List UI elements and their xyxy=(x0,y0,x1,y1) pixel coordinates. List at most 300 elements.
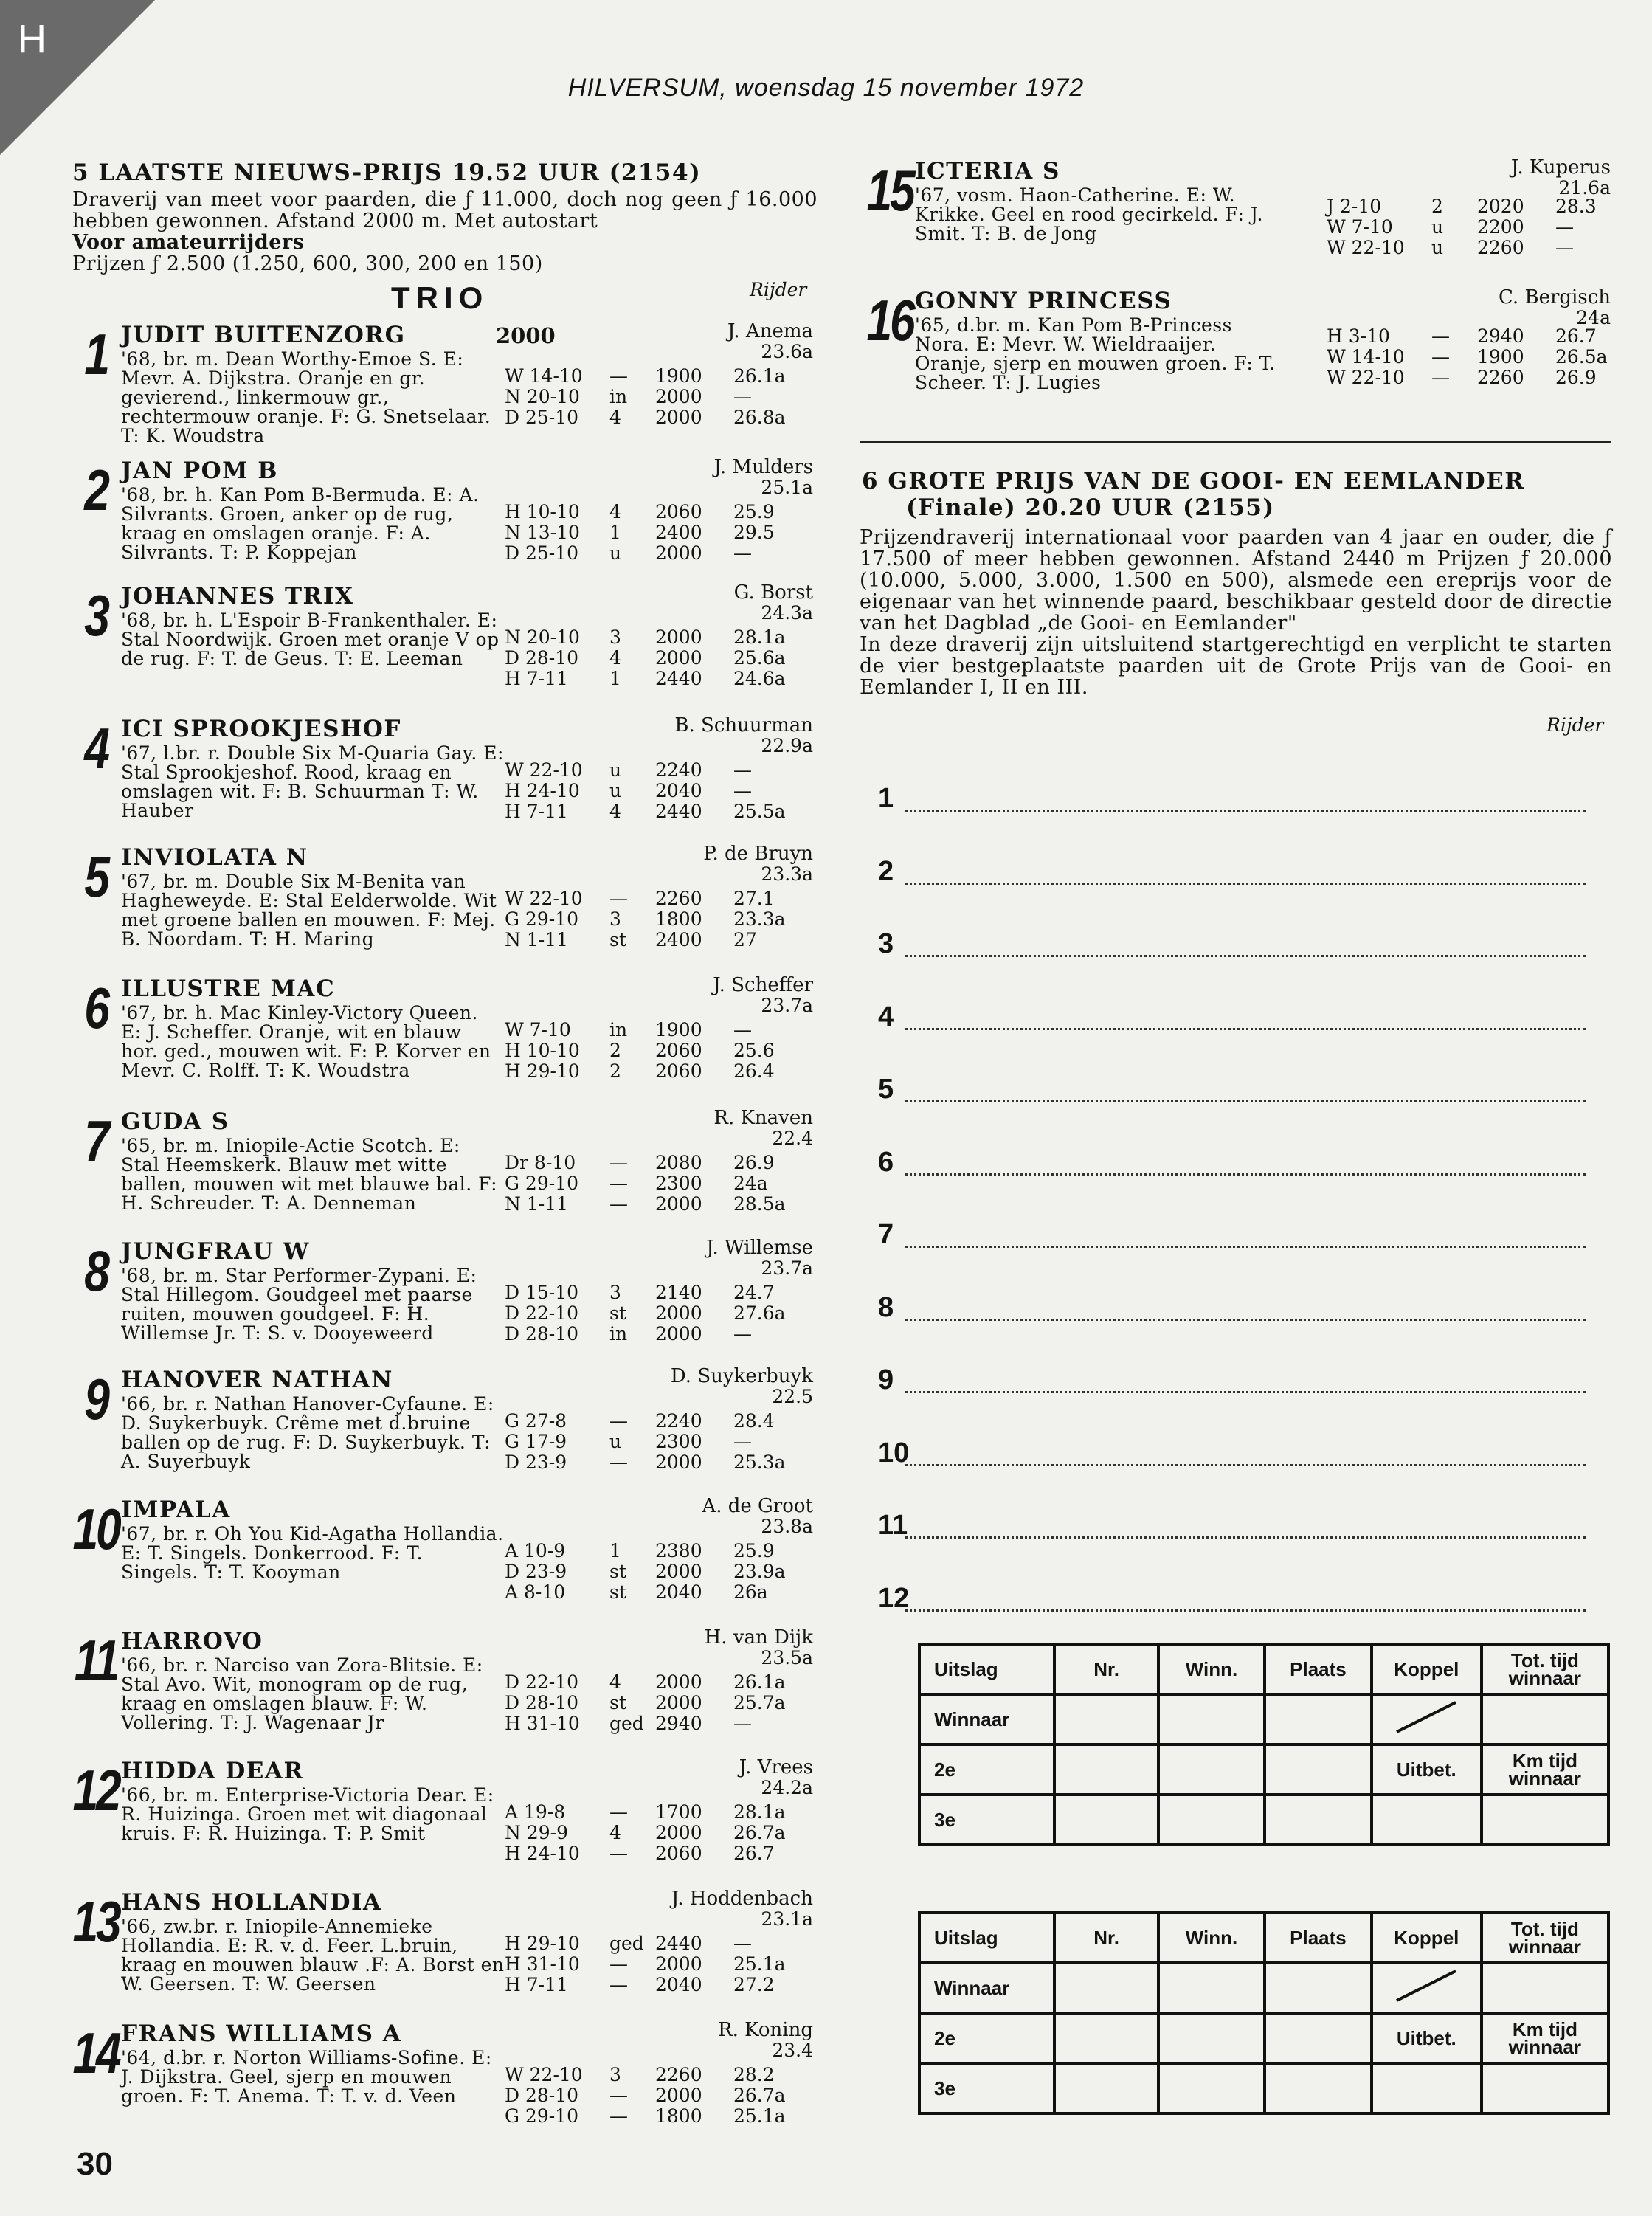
jockey-name: R. Koning xyxy=(718,2019,813,2041)
result-cell: W 22-10 xyxy=(1327,367,1405,388)
result-cell: 2020 xyxy=(1477,196,1524,217)
entry-number: 6 xyxy=(84,976,108,1040)
result-cell: — xyxy=(609,1974,628,1995)
result-cell: — xyxy=(609,1173,628,1194)
result-cell: 2040 xyxy=(655,780,702,801)
race6-title-line2: (Finale) 20.20 UUR (2155) xyxy=(906,494,1275,521)
dotted-line xyxy=(905,1319,1586,1321)
rating: 23.8a xyxy=(761,1516,813,1537)
result-cell: D 22-10 xyxy=(505,1671,579,1693)
result-cell: 2000 xyxy=(655,407,702,428)
result-cell: ged xyxy=(609,1713,644,1734)
result-cell: 2000 xyxy=(655,1302,702,1324)
finish-number: 3 xyxy=(878,928,894,959)
result-cell: 2000 xyxy=(655,1452,702,1473)
table-header-cell: Tot. tijd winnaar xyxy=(1482,1913,1608,1963)
result-cell: — xyxy=(733,386,752,407)
finish-row xyxy=(878,1355,1586,1399)
horse-description: '65, br. m. Iniopile-Actie Scotch. E: Stal Heemskerk. Blauw met witte ballen, mouwen wit met blauwe bal. F: H. Schreuder. T: A. Denneman xyxy=(121,1135,497,1214)
result-line xyxy=(505,1411,815,1432)
recent-results xyxy=(505,760,815,822)
result-cell: — xyxy=(1431,346,1450,367)
table-row xyxy=(919,1694,1608,1744)
horse-name: JUNGFRAU W xyxy=(121,1238,310,1265)
result-cell: st xyxy=(609,1581,626,1603)
result-cell: 2000 xyxy=(655,1822,702,1843)
result-line xyxy=(505,1713,815,1734)
empty-cell xyxy=(1054,1795,1158,1845)
empty-cell xyxy=(1265,1694,1372,1744)
rijder-label-race6: Rijder xyxy=(1546,714,1604,736)
result-cell: 2300 xyxy=(655,1431,702,1452)
table-row xyxy=(919,1795,1608,1845)
result-line xyxy=(505,1561,815,1582)
jockey-name: J. Vrees xyxy=(739,1756,813,1778)
result-cell: — xyxy=(733,542,752,564)
finish-number: 10 xyxy=(878,1437,910,1468)
horse-entry xyxy=(61,322,813,447)
result-cell: 2400 xyxy=(655,522,702,543)
result-cell: 4 xyxy=(609,647,621,669)
result-line xyxy=(505,387,815,407)
race6-desc-text: Prijzendraverij internationaal voor paarden van 4 jaar en ouder, die ƒ 17.500 of meer hebben gewonnen. Afstand 2440 m Prijzen ƒ 20.000 (10.000, 5.000, 3.000, 1.500 en 500), alsmede een ereprijs voor de eigenaar van het winnende paard, beschikbaar gesteld door de directie van het Dagblad „de Gooi- en Eemlander" xyxy=(860,526,1612,635)
result-cell: A 8-10 xyxy=(505,1581,566,1603)
result-cell: 2000 xyxy=(655,627,702,648)
result-cell: — xyxy=(1431,325,1450,347)
result-cell: 4 xyxy=(609,801,621,822)
horse-description: '67, l.br. r. Double Six M-Quaria Gay. E: Stal Sprookjeshof. Rood, kraag en omslagen wit. F: B. Schuurman T: W. Hauber xyxy=(121,742,504,821)
dotted-line xyxy=(905,1246,1586,1248)
finish-number: 1 xyxy=(878,783,894,814)
dotted-line xyxy=(905,810,1586,812)
finish-number: 9 xyxy=(878,1364,894,1395)
horse-description: '64, d.br. r. Norton Williams-Sofine. E: J. Dijkstra. Geel, sjerp en mouwen groen. F: T. Anema. T: T. v. d. Veen xyxy=(121,2047,492,2107)
finish-row xyxy=(878,1137,1586,1181)
horse-name: HANOVER NATHAN xyxy=(121,1367,393,1393)
result-line xyxy=(505,2065,815,2085)
result-cell: ged xyxy=(609,1933,644,1954)
table-header-row xyxy=(919,1913,1608,1963)
result-cell: 2 xyxy=(609,1040,621,1061)
empty-cell xyxy=(1158,1795,1265,1845)
result-line xyxy=(505,543,815,564)
result-cell: D 15-10 xyxy=(505,1282,579,1303)
finish-number: 6 xyxy=(878,1146,894,1178)
result-cell: D 25-10 xyxy=(505,542,579,564)
result-cell: 1 xyxy=(609,668,621,689)
result-line xyxy=(1327,347,1637,367)
result-cell: — xyxy=(609,1452,628,1473)
result-cell: in xyxy=(609,1323,628,1345)
result-cell: 2000 xyxy=(655,542,702,564)
finish-number: 5 xyxy=(878,1074,894,1105)
result-cell: 2060 xyxy=(655,1060,702,1082)
result-cell: 2000 xyxy=(655,386,702,407)
jockey-name: P. de Bruyn xyxy=(703,843,813,865)
result-cell: G 29-10 xyxy=(505,908,578,930)
entry-number: 7 xyxy=(84,1108,108,1173)
result-cell: — xyxy=(609,365,628,387)
jockey-name: D. Suykerbuyk xyxy=(670,1365,813,1387)
dotted-line xyxy=(905,883,1586,885)
result-cell: H 24-10 xyxy=(505,780,580,801)
result-line xyxy=(505,1582,815,1603)
finish-row xyxy=(878,1209,1586,1254)
result-cell: in xyxy=(609,386,628,407)
result-cell: st xyxy=(609,929,626,950)
empty-cell xyxy=(1372,1795,1482,1845)
result-line xyxy=(505,1823,815,1843)
result-cell: D 22-10 xyxy=(505,1302,579,1324)
result-cell: W 7-10 xyxy=(1327,216,1393,238)
result-line xyxy=(505,1173,815,1194)
jockey-name: A. de Groot xyxy=(702,1495,813,1517)
empty-cell xyxy=(1158,2063,1265,2113)
result-cell: — xyxy=(733,1431,752,1452)
result-cell: — xyxy=(733,1713,752,1734)
result-cell: H 7-11 xyxy=(505,668,568,689)
rating: 22.5 xyxy=(772,1386,813,1407)
result-line xyxy=(505,1975,815,1995)
race5-desc-text: Draverij van meet voor paarden, die ƒ 11.000, doch nog geen ƒ 16.000 hebben gewonnen. Afstand 2000 m. Met autostart xyxy=(72,188,818,232)
rating: 23.5a xyxy=(761,1647,813,1668)
result-cell: N 1-11 xyxy=(505,929,568,950)
result-line xyxy=(505,888,815,909)
horse-description: '65, d.br. m. Kan Pom B-Princess Nora. E: Mevr. W. Wieldraaijer. Oranje, sjerp en mouwen groen. F: T. Scheer. T: J. Lugies xyxy=(915,314,1276,393)
empty-cell xyxy=(1265,1744,1372,1795)
koppel-slash-cell xyxy=(1372,1963,1482,2013)
result-cell: W 22-10 xyxy=(1327,237,1405,258)
result-line xyxy=(505,1802,815,1823)
result-line xyxy=(505,781,815,801)
rating: 23.4 xyxy=(772,2040,813,2061)
result-cell: st xyxy=(609,1692,626,1713)
finish-row xyxy=(878,1573,1586,1618)
result-cell: 27.6a xyxy=(733,1302,786,1324)
result-cell: 2300 xyxy=(655,1173,702,1194)
result-cell: 26.7a xyxy=(733,2085,786,2106)
slash-mark xyxy=(1389,1965,1463,2006)
result-cell: 27.1 xyxy=(733,888,775,909)
horse-description: '68, br. m. Star Performer-Zypani. E: Stal Hillegom. Goudgeel met paarse ruiten, mouwen goudgeel. F: H. Willemse Jr. T: S. v. Dooyeweerd xyxy=(121,1265,477,1344)
horse-name: FRANS WILLIAMS A xyxy=(121,2020,402,2047)
horse-description: '67, vosm. Haon-Catherine. E: W. Krikke. Geel en rood gecirkeld. F: J. Smit. T: B. de Jong xyxy=(915,184,1263,244)
horse-entry xyxy=(61,1367,813,1492)
result-cell: W 22-10 xyxy=(505,2064,583,2085)
result-cell: 1900 xyxy=(655,1019,702,1040)
result-cell: 2140 xyxy=(655,1282,702,1303)
finish-number: 12 xyxy=(878,1582,910,1614)
dotted-line xyxy=(905,1173,1586,1176)
result-cell: 26.9 xyxy=(733,1152,775,1173)
result-cell: 24a xyxy=(733,1173,768,1194)
result-cell: N 20-10 xyxy=(505,386,580,407)
recent-results xyxy=(505,888,815,950)
result-cell: 4 xyxy=(609,407,621,428)
rating: 22.9a xyxy=(761,735,813,756)
result-cell: — xyxy=(609,2105,628,2127)
result-cell: D 28-10 xyxy=(505,2085,579,2106)
result-line xyxy=(505,1153,815,1173)
dotted-line xyxy=(905,1100,1586,1102)
result-cell: — xyxy=(1431,367,1450,388)
row-label: Winnaar xyxy=(919,1963,1054,2013)
result-cell: 2000 xyxy=(655,2085,702,2106)
result-cell: 3 xyxy=(609,2064,621,2085)
result-cell: — xyxy=(1555,237,1574,258)
result-line xyxy=(505,1324,815,1345)
result-cell: G 29-10 xyxy=(505,1173,578,1194)
finish-row xyxy=(878,1283,1586,1327)
result-cell: 2260 xyxy=(1477,237,1524,258)
result-line xyxy=(505,1432,815,1452)
corner-letter: H xyxy=(18,17,46,61)
result-cell: in xyxy=(609,1019,628,1040)
recent-results xyxy=(505,1283,815,1345)
result-cell: 25.1a xyxy=(733,2105,786,2127)
horse-name: GONNY PRINCESS xyxy=(915,288,1172,314)
result-line xyxy=(505,2085,815,2106)
finish-row xyxy=(878,1428,1586,1472)
jockey-name: R. Knaven xyxy=(713,1107,813,1129)
section-divider xyxy=(860,441,1611,443)
row-label: Winnaar xyxy=(919,1694,1054,1744)
result-cell: — xyxy=(609,1410,628,1432)
result-cell: 26.9 xyxy=(1555,367,1597,388)
result-line xyxy=(505,801,815,822)
table-header-cell: Winn. xyxy=(1158,1644,1265,1694)
recent-results xyxy=(505,1153,815,1215)
horse-description: '66, br. m. Enterprise-Victoria Dear. E: R. Huizinga. Groen met wit diagonaal kruis. F: R. Huizinga. T: P. Smit xyxy=(121,1784,494,1844)
result-cell: 26.7 xyxy=(733,1843,775,1864)
horse-name: HARROVO xyxy=(121,1628,263,1654)
result-cell: 2060 xyxy=(655,1843,702,1864)
horse-name: ILLUSTRE MAC xyxy=(121,976,336,1002)
result-line xyxy=(1327,217,1637,238)
horse-entry xyxy=(854,158,1611,283)
result-cell: W 14-10 xyxy=(1327,346,1405,367)
dotted-line xyxy=(905,955,1586,957)
result-cell: 1800 xyxy=(655,2105,702,2127)
result-cell: 25.7a xyxy=(733,1692,786,1713)
rating: 23.6a xyxy=(761,341,813,362)
result-line xyxy=(1327,367,1637,388)
result-cell: G 17-9 xyxy=(505,1431,567,1452)
horse-description: '67, br. m. Double Six M-Benita van Hagheweyde. E: Stal Eelderwolde. Wit met groene ballen en mouwen. F: Mej. B. Noordam. T: H. Maring xyxy=(121,871,497,950)
finish-row xyxy=(878,919,1586,963)
result-cell: 23.3a xyxy=(733,908,786,930)
entry-number: 9 xyxy=(84,1367,108,1432)
result-cell: — xyxy=(733,1323,752,1345)
horse-entry xyxy=(61,1628,813,1753)
finish-row xyxy=(878,773,1586,818)
table-header-cell: Uitslag xyxy=(919,1644,1054,1694)
result-cell: 2260 xyxy=(1477,367,1524,388)
result-cell: 26.1a xyxy=(733,1671,786,1693)
result-cell: 2080 xyxy=(655,1152,702,1173)
race5-desc-bold: Voor amateurrijders xyxy=(72,231,305,254)
finish-row xyxy=(878,1500,1586,1544)
horse-name: HANS HOLLANDIA xyxy=(121,1889,382,1916)
table-header-cell: Winn. xyxy=(1158,1913,1265,1963)
empty-cell xyxy=(1054,1694,1158,1744)
result-cell: 1900 xyxy=(1477,346,1524,367)
result-cell: W 7-10 xyxy=(505,1019,571,1040)
result-cell: 1700 xyxy=(655,1801,702,1823)
recent-results xyxy=(505,1802,815,1864)
horse-name: ICTERIA S xyxy=(915,158,1060,184)
empty-cell xyxy=(1054,1744,1158,1795)
empty-cell xyxy=(1054,1963,1158,2013)
result-line xyxy=(505,366,815,387)
result-cell: 2380 xyxy=(655,1540,702,1561)
result-cell: 1900 xyxy=(655,365,702,387)
rijder-label-race5: Rijder xyxy=(750,279,807,300)
result-line xyxy=(505,627,815,648)
result-line xyxy=(505,522,815,543)
entry-number: 3 xyxy=(84,583,108,648)
result-cell: 2000 xyxy=(655,1323,702,1345)
result-cell: 28.1a xyxy=(733,1801,786,1823)
trio-label: TRIO xyxy=(391,280,489,315)
empty-cell xyxy=(1054,2063,1158,2113)
uitbet-label: Uitbet. xyxy=(1372,1744,1482,1795)
result-cell: W 22-10 xyxy=(505,888,583,909)
recent-results xyxy=(1327,326,1637,388)
result-cell: — xyxy=(733,1933,752,1954)
horse-entry xyxy=(854,288,1611,413)
horse-name: INVIOLATA N xyxy=(121,844,308,871)
row-label: 3e xyxy=(919,2063,1054,2113)
table-header-cell: Nr. xyxy=(1054,1644,1158,1694)
result-cell: 25.1a xyxy=(733,1953,786,1975)
result-cell: N 1-11 xyxy=(505,1193,568,1215)
result-cell: 2440 xyxy=(655,801,702,822)
result-cell: 1 xyxy=(609,522,621,543)
result-cell: 28.2 xyxy=(733,2064,775,2085)
result-cell: 24.7 xyxy=(733,1282,775,1303)
dotted-line xyxy=(905,1391,1586,1393)
rating: 23.1a xyxy=(761,1908,813,1930)
jockey-name: J. Hoddenbach xyxy=(671,1888,813,1910)
result-cell: 3 xyxy=(609,908,621,930)
entry-number: 13 xyxy=(72,1889,120,1954)
result-cell: N 29-9 xyxy=(505,1822,568,1843)
result-line xyxy=(505,502,815,522)
horse-entry xyxy=(61,716,813,841)
result-cell: D 28-10 xyxy=(505,1323,579,1345)
result-line xyxy=(505,1954,815,1975)
table-row xyxy=(919,1963,1608,2013)
result-cell: G 29-10 xyxy=(505,2105,578,2127)
table-header-cell: Koppel xyxy=(1372,1913,1482,1963)
result-cell: 26.7a xyxy=(733,1822,786,1843)
empty-cell xyxy=(1482,1795,1608,1845)
result-cell: — xyxy=(1555,216,1574,238)
result-line xyxy=(505,1843,815,1864)
result-cell: — xyxy=(609,2085,628,2106)
row-label: 3e xyxy=(919,1795,1054,1845)
result-cell: W 22-10 xyxy=(505,759,583,781)
result-cell: D 25-10 xyxy=(505,407,579,428)
result-cell: 2260 xyxy=(655,888,702,909)
result-line xyxy=(505,2106,815,2127)
horse-entry xyxy=(61,2020,813,2146)
empty-cell xyxy=(1265,1795,1372,1845)
result-cell: — xyxy=(609,1801,628,1823)
table-header-cell: Koppel xyxy=(1372,1644,1482,1694)
result-table-2 xyxy=(918,1911,1610,2115)
race6-desc-text2: In deze draverij zijn uitsluitend startgerechtigd en verplicht te starten de vier bestgeplaatste paarden uit de Grote Prijs van de Gooi- en Eemlander I, II en III. xyxy=(860,633,1612,699)
jockey-name: J. Willemse xyxy=(706,1237,813,1259)
table-row xyxy=(919,2063,1608,2113)
horse-name: HIDDA DEAR xyxy=(121,1758,304,1784)
jockey-name: C. Bergisch xyxy=(1498,286,1611,308)
result-line xyxy=(505,1040,815,1061)
result-cell: H 31-10 xyxy=(505,1713,580,1734)
rating: 25.1a xyxy=(761,477,813,498)
result-line xyxy=(505,1020,815,1040)
result-cell: 2060 xyxy=(655,501,702,522)
horse-description: '66, br. r. Nathan Hanover-Cyfaune. E: D. Suykerbuyk. Crême met d.bruine ballen op de rug. F: D. Suykerbuyk. T: A. Suyerbuyk xyxy=(121,1393,494,1472)
recent-results xyxy=(505,1020,815,1082)
result-line xyxy=(1327,326,1637,347)
dotted-line xyxy=(905,1536,1586,1539)
result-cell: 28.5a xyxy=(733,1193,786,1215)
finish-number: 11 xyxy=(878,1510,908,1541)
result-line xyxy=(505,669,815,689)
row-label: 2e xyxy=(919,2013,1054,2063)
result-line xyxy=(505,1541,815,1561)
horse-name: ICI SPROOKJESHOF xyxy=(121,716,401,742)
race6-description xyxy=(860,527,1612,698)
result-cell: 26.7 xyxy=(1555,325,1597,347)
result-line xyxy=(505,1452,815,1473)
uitbet-label: Uitbet. xyxy=(1372,2013,1482,2063)
jockey-name: G. Borst xyxy=(733,581,813,604)
km-tijd-label: Km tijd winnaar xyxy=(1482,2013,1608,2063)
finish-number: 2 xyxy=(878,855,894,887)
result-cell: u xyxy=(609,542,622,564)
horse-entry xyxy=(61,844,813,970)
result-line xyxy=(505,1933,815,1954)
result-cell: 25.6a xyxy=(733,647,786,669)
jockey-name: J. Mulders xyxy=(713,456,813,478)
result-line xyxy=(505,1283,815,1303)
result-cell: H 10-10 xyxy=(505,501,580,522)
horse-description: '68, br. m. Dean Worthy-Emoe S. E: Mevr. A. Dijkstra. Oranje en gr. gevierend., linkermouw gr., rechtermouw oranje. F: G. Snetselaar. T: K. Woudstra xyxy=(121,348,491,446)
race5-prizes: Prijzen ƒ 2.500 (1.250, 600, 300, 200 en 150) xyxy=(72,252,543,275)
page-header: HILVERSUM, woensdag 15 november 1972 xyxy=(567,74,1085,102)
entry-number: 10 xyxy=(72,1497,120,1561)
result-cell: u xyxy=(609,759,622,781)
result-cell: 2000 xyxy=(655,1671,702,1693)
entry-number: 1 xyxy=(84,322,108,387)
result-cell: u xyxy=(609,780,622,801)
recent-results xyxy=(505,366,815,428)
dotted-line xyxy=(905,1464,1586,1466)
empty-cell xyxy=(1482,1963,1608,2013)
result-cell: st xyxy=(609,1302,626,1324)
result-cell: — xyxy=(733,1019,752,1040)
result-line xyxy=(505,648,815,669)
result-cell: 25.6 xyxy=(733,1040,775,1061)
entry-number: 2 xyxy=(84,458,108,522)
finish-number: 4 xyxy=(878,1001,894,1032)
race6-title-line1: 6 GROTE PRIJS VAN DE GOOI- EN EEMLANDER xyxy=(862,468,1525,494)
rating: 24.2a xyxy=(761,1777,813,1798)
race5-title: 5 LAATSTE NIEUWS-PRIJS 19.52 UUR (2154) xyxy=(72,159,702,186)
